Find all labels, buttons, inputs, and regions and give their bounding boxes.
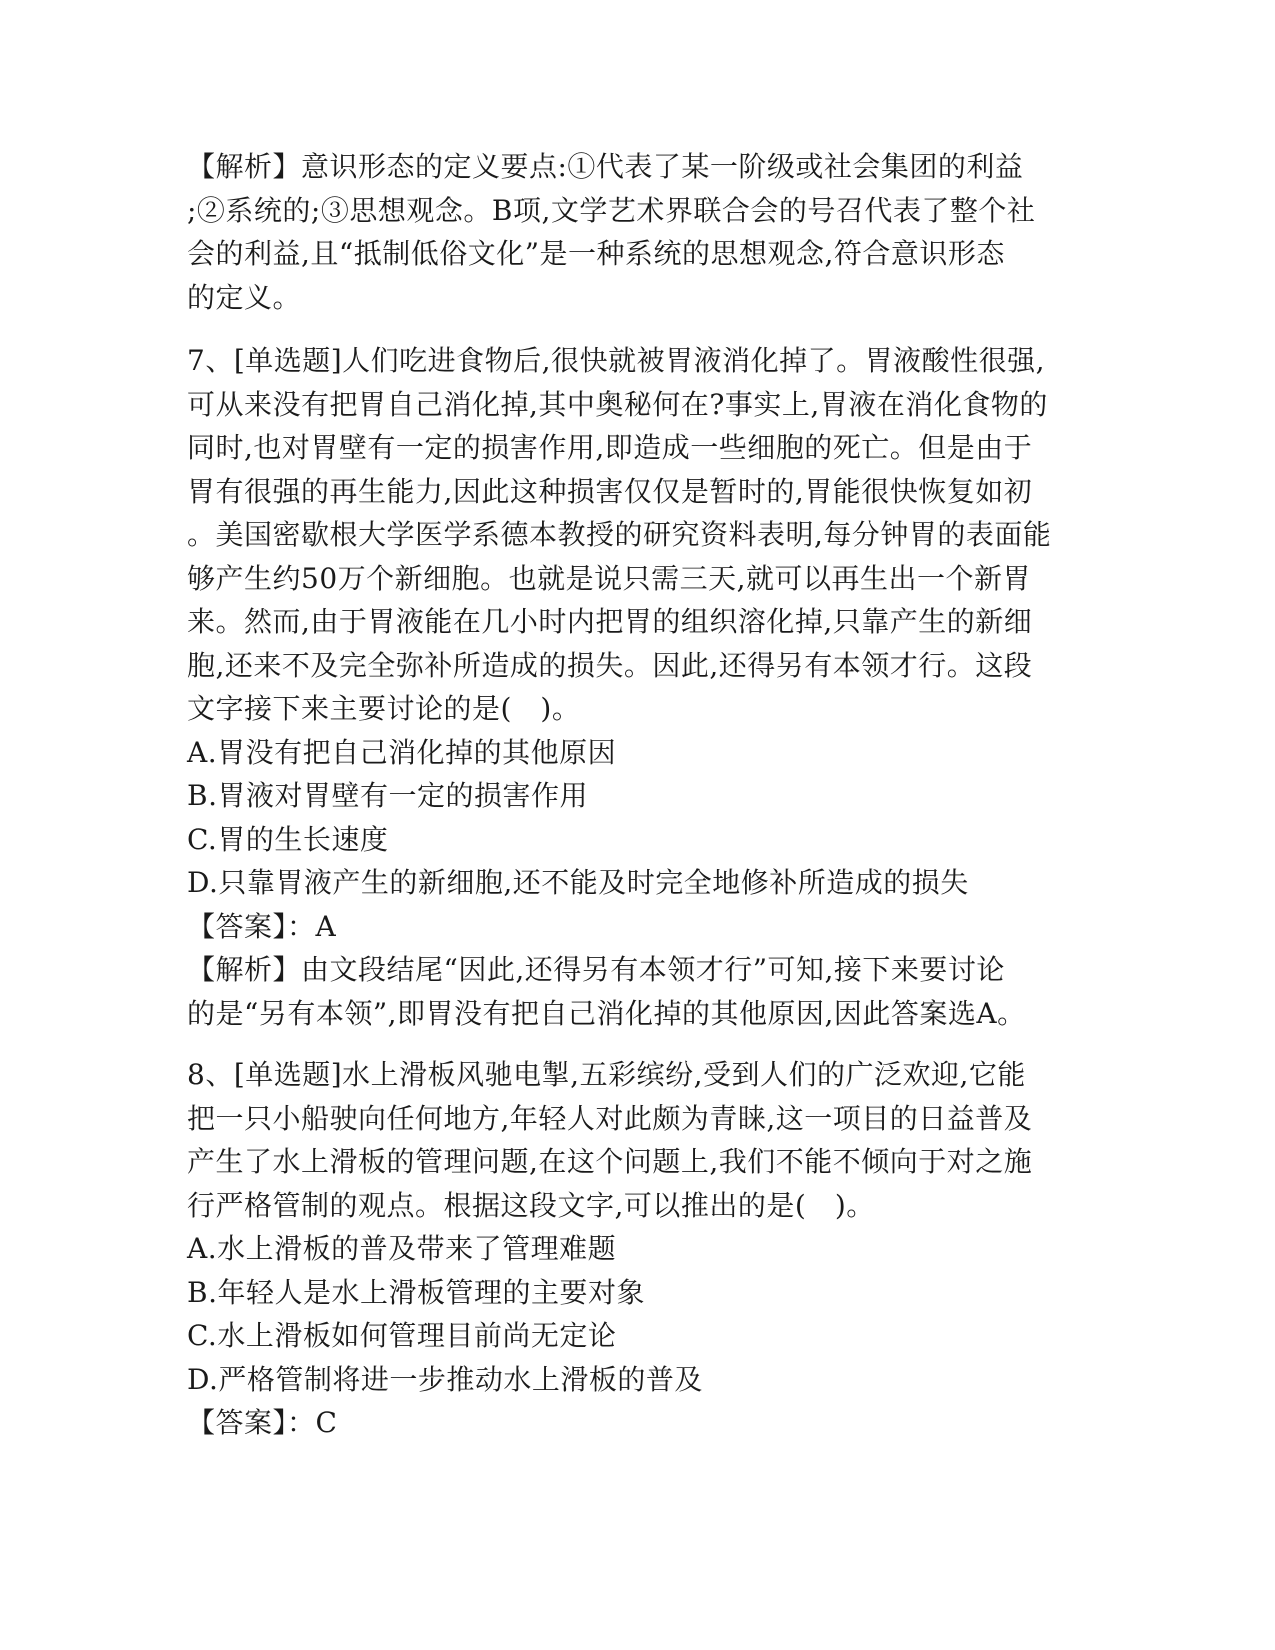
question-stem-line: 胞,还来不及完全弥补所造成的损失。因此,还得另有本领才行。这段 [187,648,1033,682]
question-8 [187,1053,1087,1445]
answer-line: 【答案】：C [187,1406,338,1439]
question-stem-line: 行严格管制的观点。根据这段文字,可以推出的是( )。 [187,1188,875,1222]
analysis-line: 的是“另有本领”,即胃没有把自己消化掉的其他原因,因此答案选A。 [187,996,1026,1030]
analysis-line: 【解析】意识形态的定义要点:①代表了某一阶级或社会集团的利益 [187,150,1024,183]
analysis-line: 会的利益,且“抵制低俗文化”是一种系统的思想观念,符合意识形态 [187,237,1005,270]
answer-line: 【答案】：A [187,909,337,943]
spacer [187,1035,1087,1053]
option-b: B.胃液对胃壁有一定的损害作用 [187,779,588,812]
analysis-line: 的定义。 [187,280,302,314]
prev-analysis [187,145,1087,319]
question-stem-line: 文字接下来主要讨论的是( )。 [187,692,581,725]
spacer [187,319,1087,339]
option-d: D.只靠胃液产生的新细胞,还不能及时完全地修补所造成的损失 [187,866,969,899]
question-stem-line: 胃有很强的再生能力,因此这种损害仅仅是暂时的,胃能很快恢复如初 [187,474,1033,508]
question-stem-line: 可从来没有把胃自己消化掉,其中奥秘何在?事实上,胃液在消化食物的 [187,387,1048,421]
question-stem-line: 7、[单选题]人们吃进食物后,很快就被胃液消化掉了。胃液酸性很强, [187,344,1045,377]
question-stem-line: 同时,也对胃壁有一定的损害作用,即造成一些细胞的死亡。但是由于 [187,431,1033,464]
question-stem-line: 。美国密歇根大学医学系德本教授的研究资料表明,每分钟胃的表面能 [187,518,1052,551]
analysis-line: 【解析】由文段结尾“因此,还得另有本领才行”可知,接下来要讨论 [187,953,1005,986]
question-stem-line: 产生了水上滑板的管理问题,在这个问题上,我们不能不倾向于对之施 [187,1145,1033,1178]
question-stem-line: 8、[单选题]水上滑板风驰电掣,五彩缤纷,受到人们的广泛欢迎,它能 [187,1058,1026,1091]
option-d: D.严格管制将进一步推动水上滑板的普及 [187,1362,703,1396]
question-stem-line: 来。然而,由于胃液能在几小时内把胃的组织溶化掉,只靠产生的新细 [187,605,1033,638]
option-c: C.水上滑板如何管理目前尚无定论 [187,1319,617,1352]
option-a: A.水上滑板的普及带来了管理难题 [187,1232,617,1265]
question-stem-line: 把一只小船驶向任何地方,年轻人对此颇为青睐,这一项目的日益普及 [187,1101,1033,1135]
question-7 [187,339,1087,1035]
document-page [187,145,1087,1445]
analysis-line: ;②系统的;③思想观念。B项,文学艺术界联合会的号召代表了整个社 [187,193,1036,227]
question-stem-line: 够产生约50万个新细胞。也就是说只需三天,就可以再生出一个新胃 [187,561,1032,595]
option-a: A.胃没有把自己消化掉的其他原因 [187,735,617,769]
option-b: B.年轻人是水上滑板管理的主要对象 [187,1275,645,1309]
option-c: C.胃的生长速度 [187,822,389,856]
